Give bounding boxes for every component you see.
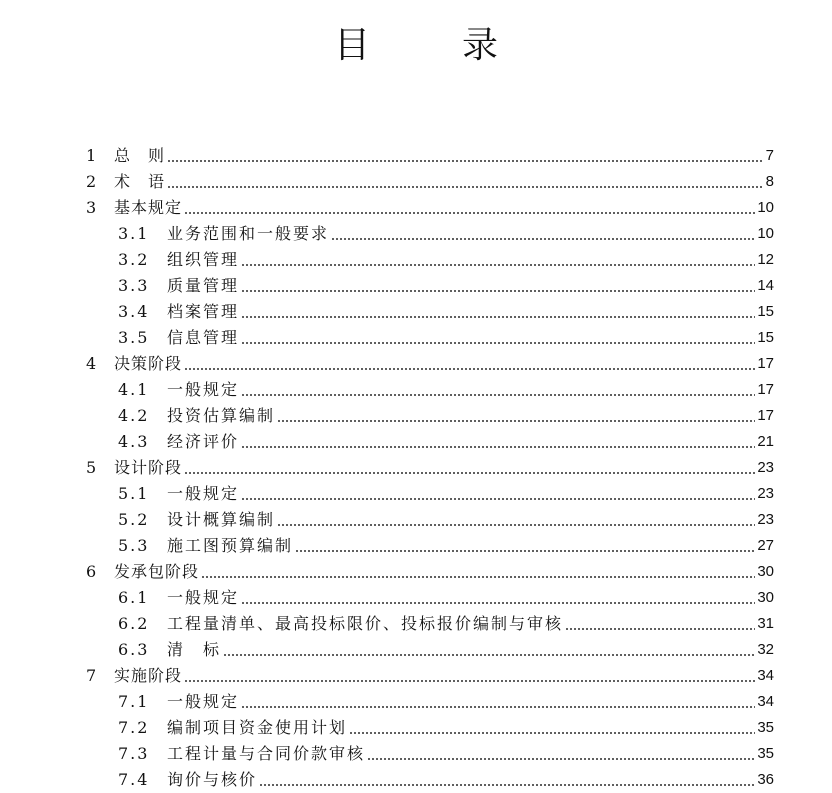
toc-entry-label: 质量管理: [167, 276, 240, 295]
toc-chapter-entry[interactable]: [0, 169, 832, 195]
toc-section-entry[interactable]: [0, 325, 832, 351]
toc-entry-number: 5.2: [118, 510, 150, 529]
toc-dot-leader: [241, 283, 755, 293]
toc-entry-page-number: 17: [757, 381, 774, 398]
toc-entry-number: 1: [86, 146, 97, 165]
toc-section-entry[interactable]: [0, 689, 832, 715]
toc-entry-label: 信息管理: [167, 328, 240, 347]
toc-section-entry[interactable]: [0, 767, 832, 793]
toc-entry-label: 组织管理: [167, 250, 240, 269]
toc-entry-label: 档案管理: [167, 302, 240, 321]
toc-entry-label: 发承包阶段: [114, 562, 200, 581]
toc-section-entry[interactable]: [0, 247, 832, 273]
toc-entry-label: 一般规定: [167, 692, 240, 711]
toc-section-entry[interactable]: [0, 585, 832, 611]
toc-entry-page-number: 36: [757, 771, 774, 788]
toc-entry-page-number: 31: [757, 615, 774, 632]
toc-entry-number: 6.1: [118, 588, 150, 607]
toc-dot-leader: [184, 205, 755, 215]
toc-entry-number: 6.3: [118, 640, 150, 659]
toc-dot-leader: [167, 179, 764, 189]
toc-entry-page-number: 30: [757, 563, 774, 580]
toc-entry-label: 设计概算编制: [167, 510, 276, 529]
toc-entry-label: 术 语: [114, 172, 166, 191]
toc-entry-number: 7.1: [118, 692, 150, 711]
toc-entry-page-number: 7: [765, 147, 774, 164]
toc-dot-leader: [167, 153, 764, 163]
toc-section-entry[interactable]: [0, 429, 832, 455]
toc-entry-label: 一般规定: [167, 588, 240, 607]
toc-section-entry[interactable]: [0, 273, 832, 299]
toc-chapter-entry[interactable]: [0, 663, 832, 689]
toc-dot-leader: [349, 725, 755, 735]
toc-dot-leader: [201, 569, 755, 579]
toc-dot-leader: [184, 465, 755, 475]
toc-entry-number: 2: [86, 172, 97, 191]
toc-entry-page-number: 15: [757, 303, 774, 320]
toc-dot-leader: [367, 751, 755, 761]
toc-entry-number: 6.2: [118, 614, 150, 633]
toc-dot-leader: [241, 595, 755, 605]
toc-dot-leader: [331, 231, 755, 241]
toc-entry-number: 3.3: [118, 276, 150, 295]
toc-entry-number: 4.1: [118, 380, 150, 399]
toc-entry-page-number: 32: [757, 641, 774, 658]
title-char-2: 录: [462, 25, 499, 66]
toc-dot-leader: [277, 413, 755, 423]
toc-entry-label: 总 则: [114, 146, 166, 165]
toc-dot-leader: [241, 309, 755, 319]
toc-section-entry[interactable]: [0, 481, 832, 507]
toc-section-entry[interactable]: [0, 377, 832, 403]
toc-section-entry[interactable]: [0, 507, 832, 533]
toc-entry-label: 施工图预算编制: [167, 536, 294, 555]
toc-dot-leader: [259, 777, 755, 787]
toc-entry-label: 清 标: [167, 640, 222, 659]
toc-section-entry[interactable]: [0, 299, 832, 325]
toc-entry-page-number: 27: [757, 537, 774, 554]
toc-entry-number: 3.5: [118, 328, 150, 347]
toc-entry-page-number: 23: [757, 459, 774, 476]
toc-entry-number: 3.4: [118, 302, 150, 321]
toc-dot-leader: [565, 621, 755, 631]
toc-entry-page-number: 35: [757, 745, 774, 762]
toc-chapter-entry[interactable]: [0, 195, 832, 221]
toc-entry-number: 5: [86, 458, 97, 477]
toc-entry-number: 7.3: [118, 744, 150, 763]
title-char-1: 目: [333, 25, 370, 66]
toc-entry-number: 4.3: [118, 432, 150, 451]
toc-entry-page-number: 35: [757, 719, 774, 736]
toc-entry-page-number: 23: [757, 511, 774, 528]
toc-dot-leader: [241, 335, 755, 345]
toc-section-entry[interactable]: [0, 637, 832, 663]
toc-section-entry[interactable]: [0, 741, 832, 767]
toc-dot-leader: [277, 517, 755, 527]
toc-entry-label: 一般规定: [167, 484, 240, 503]
toc-entry-page-number: 34: [757, 667, 774, 684]
toc-entry-number: 3: [86, 198, 97, 217]
toc-section-entry[interactable]: [0, 403, 832, 429]
toc-entry-number: 7.2: [118, 718, 150, 737]
toc-entry-page-number: 12: [757, 251, 774, 268]
toc-entry-label: 决策阶段: [114, 354, 183, 373]
toc-entry-label: 工程量清单、最高投标限价、投标报价编制与审核: [167, 614, 564, 633]
page-title: [0, 24, 832, 68]
toc-dot-leader: [295, 543, 755, 553]
toc-entry-number: 4.2: [118, 406, 150, 425]
toc-dot-leader: [241, 387, 755, 397]
toc-entry-page-number: 14: [757, 277, 774, 294]
toc-chapter-entry[interactable]: [0, 143, 832, 169]
toc-chapter-entry[interactable]: [0, 351, 832, 377]
toc-entry-label: 基本规定: [114, 198, 183, 217]
toc-dot-leader: [241, 699, 755, 709]
toc-entry-page-number: 17: [757, 407, 774, 424]
toc-entry-number: 5.3: [118, 536, 150, 555]
toc-entry-number: 7: [86, 666, 97, 685]
toc-entry-number: 3.2: [118, 250, 150, 269]
toc-entry-page-number: 8: [765, 173, 774, 190]
toc-entry-page-number: 30: [757, 589, 774, 606]
toc-entry-page-number: 10: [757, 199, 774, 216]
toc-entry-label: 询价与核价: [167, 770, 258, 789]
toc-entry-label: 经济评价: [167, 432, 240, 451]
toc-chapter-entry[interactable]: [0, 455, 832, 481]
toc-chapter-entry[interactable]: [0, 559, 832, 585]
toc-dot-leader: [241, 257, 755, 267]
toc-entry-label: 编制项目资金使用计划: [167, 718, 348, 737]
toc-dot-leader: [241, 439, 755, 449]
toc-entry-label: 一般规定: [167, 380, 240, 399]
toc-entry-label: 业务范围和一般要求: [167, 224, 330, 243]
toc-dot-leader: [241, 491, 755, 501]
toc-entry-label: 工程计量与合同价款审核: [167, 744, 366, 763]
toc-dot-leader: [223, 647, 755, 657]
toc-entry-page-number: 17: [757, 355, 774, 372]
toc-section-entry[interactable]: [0, 611, 832, 637]
toc-entry-number: 6: [86, 562, 97, 581]
toc-entry-page-number: 15: [757, 329, 774, 346]
toc-dot-leader: [184, 361, 755, 371]
toc-entry-number: 3.1: [118, 224, 150, 243]
toc-entry-number: 5.1: [118, 484, 150, 503]
toc-entry-page-number: 21: [757, 433, 774, 450]
toc-section-entry[interactable]: [0, 715, 832, 741]
toc-section-entry[interactable]: [0, 533, 832, 559]
toc-entry-label: 投资估算编制: [167, 406, 276, 425]
table-of-contents: [0, 143, 832, 793]
toc-entry-label: 设计阶段: [114, 458, 183, 477]
toc-entry-page-number: 23: [757, 485, 774, 502]
toc-entry-page-number: 10: [757, 225, 774, 242]
toc-entry-number: 7.4: [118, 770, 150, 789]
toc-section-entry[interactable]: [0, 221, 832, 247]
toc-entry-number: 4: [86, 354, 97, 373]
toc-dot-leader: [184, 673, 755, 683]
toc-entry-page-number: 34: [757, 693, 774, 710]
toc-entry-label: 实施阶段: [114, 666, 183, 685]
